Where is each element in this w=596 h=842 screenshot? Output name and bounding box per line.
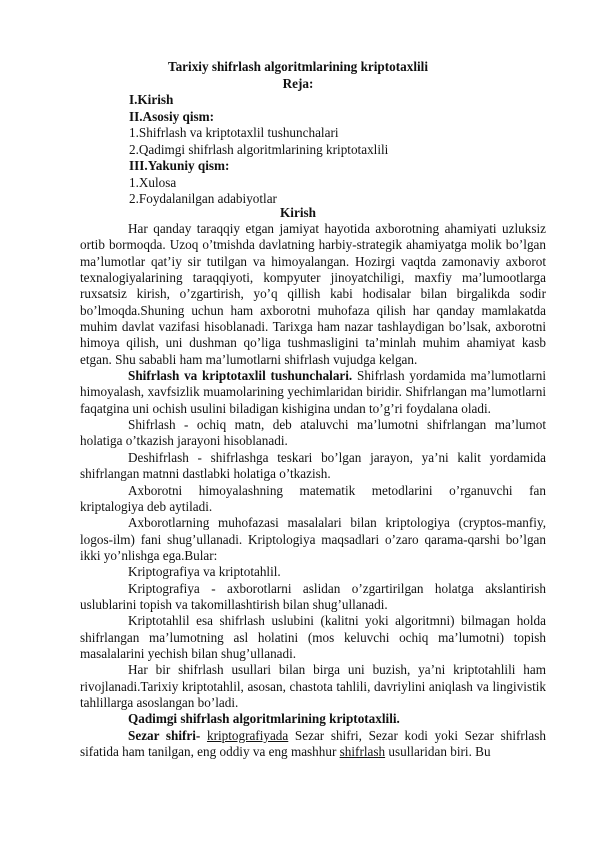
- plan-item: III.Yakuniy qism:: [129, 158, 230, 173]
- paragraph: Axborotni himoyalashning matematik metodlarini o’rganuvchi fan kriptalogiya deb aytiladi.: [80, 482, 546, 514]
- paragraph: Kriptografiya va kriptotahlil.: [128, 564, 281, 580]
- link-kriptografiyada[interactable]: kriptografiyada: [206, 727, 289, 743]
- plan-item: II.Asosiy qism:: [129, 108, 215, 124]
- plan-item: 1.Xulosa: [129, 174, 177, 190]
- plan-heading: Reja:: [282, 76, 314, 91]
- paragraph-lead: Sezar shifri-: [128, 727, 201, 743]
- link-shifrlash[interactable]: shifrlash: [339, 744, 386, 759]
- paragraph: [80, 368, 546, 417]
- paragraph: Deshifrlash - shifrlashga teskari bo’lgan jarayon, ya’ni kalit yordamida shifrlangan matnni dastlabki holatiga o’tkazish.: [80, 449, 546, 482]
- document-title: Tarixiy shifrlash algoritmlarining kriptotaxlili: [168, 59, 428, 74]
- paragraph: Har qanday taraqqiy etgan jamiyat hayotida axborotning ahamiyati uzluksiz ortib bormoqda. Uzoq o’tmishda davlatning harbiy-strategik ahamiyatga molik bo’lgan ma’lumotlar qat’iy sir tutilgan va himoyalangan. Hozirgi vaqtda zamonaviy axborot texnalogiyalarining taraqqiyoti, kompyuter jinoyatchiligi, maxfiy ma’lumootlarga ruxsatsiz kirish, o’zgartirish, yo’q qillish kabi hodisalar bilan birgalikda sodir bo’lmoqda.Shuning uchun ham axborotni muhofaza qilish har qanday mamlakatda muhim davlat vazifasi hisoblanadi. Tarixga ham nazar tashlaydigan bo’lsak, axborotni himoya qilish, uni dushman qo’liga tushmasligini ta’minlah muhim ahamiyat kasb etgan. Shu sababli ham ma’lumotlarni shifrlash vujudga kelgan.: [80, 221, 546, 367]
- paragraph: Axborotlarning muhofazasi masalalari bilan kriptologiya (cryptos-manfiy, logos-ilm) fani shug’ullanadi. Kriptologiya maqsadlari o’zaro qarama-qarshi bo’lgan ikki yo’nlishga ega.Bular:: [80, 515, 546, 563]
- section-heading-kirish: Kirish: [280, 205, 316, 220]
- plan-item: I.Kirish: [129, 92, 174, 107]
- document-body: [80, 221, 546, 760]
- paragraph-lead: Shifrlash va kriptotaxlil tushunchalari.: [128, 368, 353, 384]
- paragraph: Shifrlash - ochiq matn, deb ataluvchi ma’lumotni shifrlangan ma’lumot holatiga o’tkazish jarayoni hisoblanadi.: [80, 417, 546, 449]
- plan-item: 2.Foydalanilgan adabiyotlar: [129, 191, 277, 206]
- section-heading-qadimgi: Qadimgi shifrlash algoritmlarining kriptotaxlili.: [128, 711, 400, 727]
- plan-list: [129, 92, 388, 208]
- paragraph-text: Shifrlash yordamida ma’lumotlarni himoyalash, xavfsizlik muamolarining yechimlaridan biridir. Shifrlangan ma’lumotlarni faqatgina uni ochish usulini biladigan kishigina undan to’g’ri foydalana oladi.: [80, 368, 546, 416]
- paragraph-text: usullaridan biri. Bu: [385, 744, 491, 759]
- plan-item: 2.Qadimgi shifrlash algoritmlarining kriptotaxlili: [129, 141, 389, 157]
- paragraph: Har bir shifrlash usullari bilan birga uni buzish, ya’ni kriptotahlili ham rivojlanadi.Tarixiy kriptotahlil, asosan, chastota tahlili, davriylini aniqlash va lingivistik tahlillarga asoslangan bo’ladi.: [80, 662, 546, 710]
- paragraph: Kriptografiya - axborotlarni aslidan o’zgartirilgan holatga akslantirish uslublarini topish va takomillashtirish bilan shug’ullanadi.: [80, 580, 546, 612]
- plan-item: 1.Shifrlash va kriptotaxlil tushunchalari: [129, 125, 339, 140]
- paragraph: [80, 728, 546, 761]
- paragraph: Kriptotahlil esa shifrlash uslubini (kalitni yoki algoritmni) bilmagan holda shifrlangan ma’lumotning asl holatini (mos keluvchi ochiq ma’lumotni) topish masalalarini yechish bilan shug’ullanadi.: [80, 613, 546, 661]
- paragraph-text: Sezar shifri, Sezar kodi yoki Sezar shifrlash sifatida ham tanilgan, eng oddiy va eng mashhur: [80, 727, 547, 759]
